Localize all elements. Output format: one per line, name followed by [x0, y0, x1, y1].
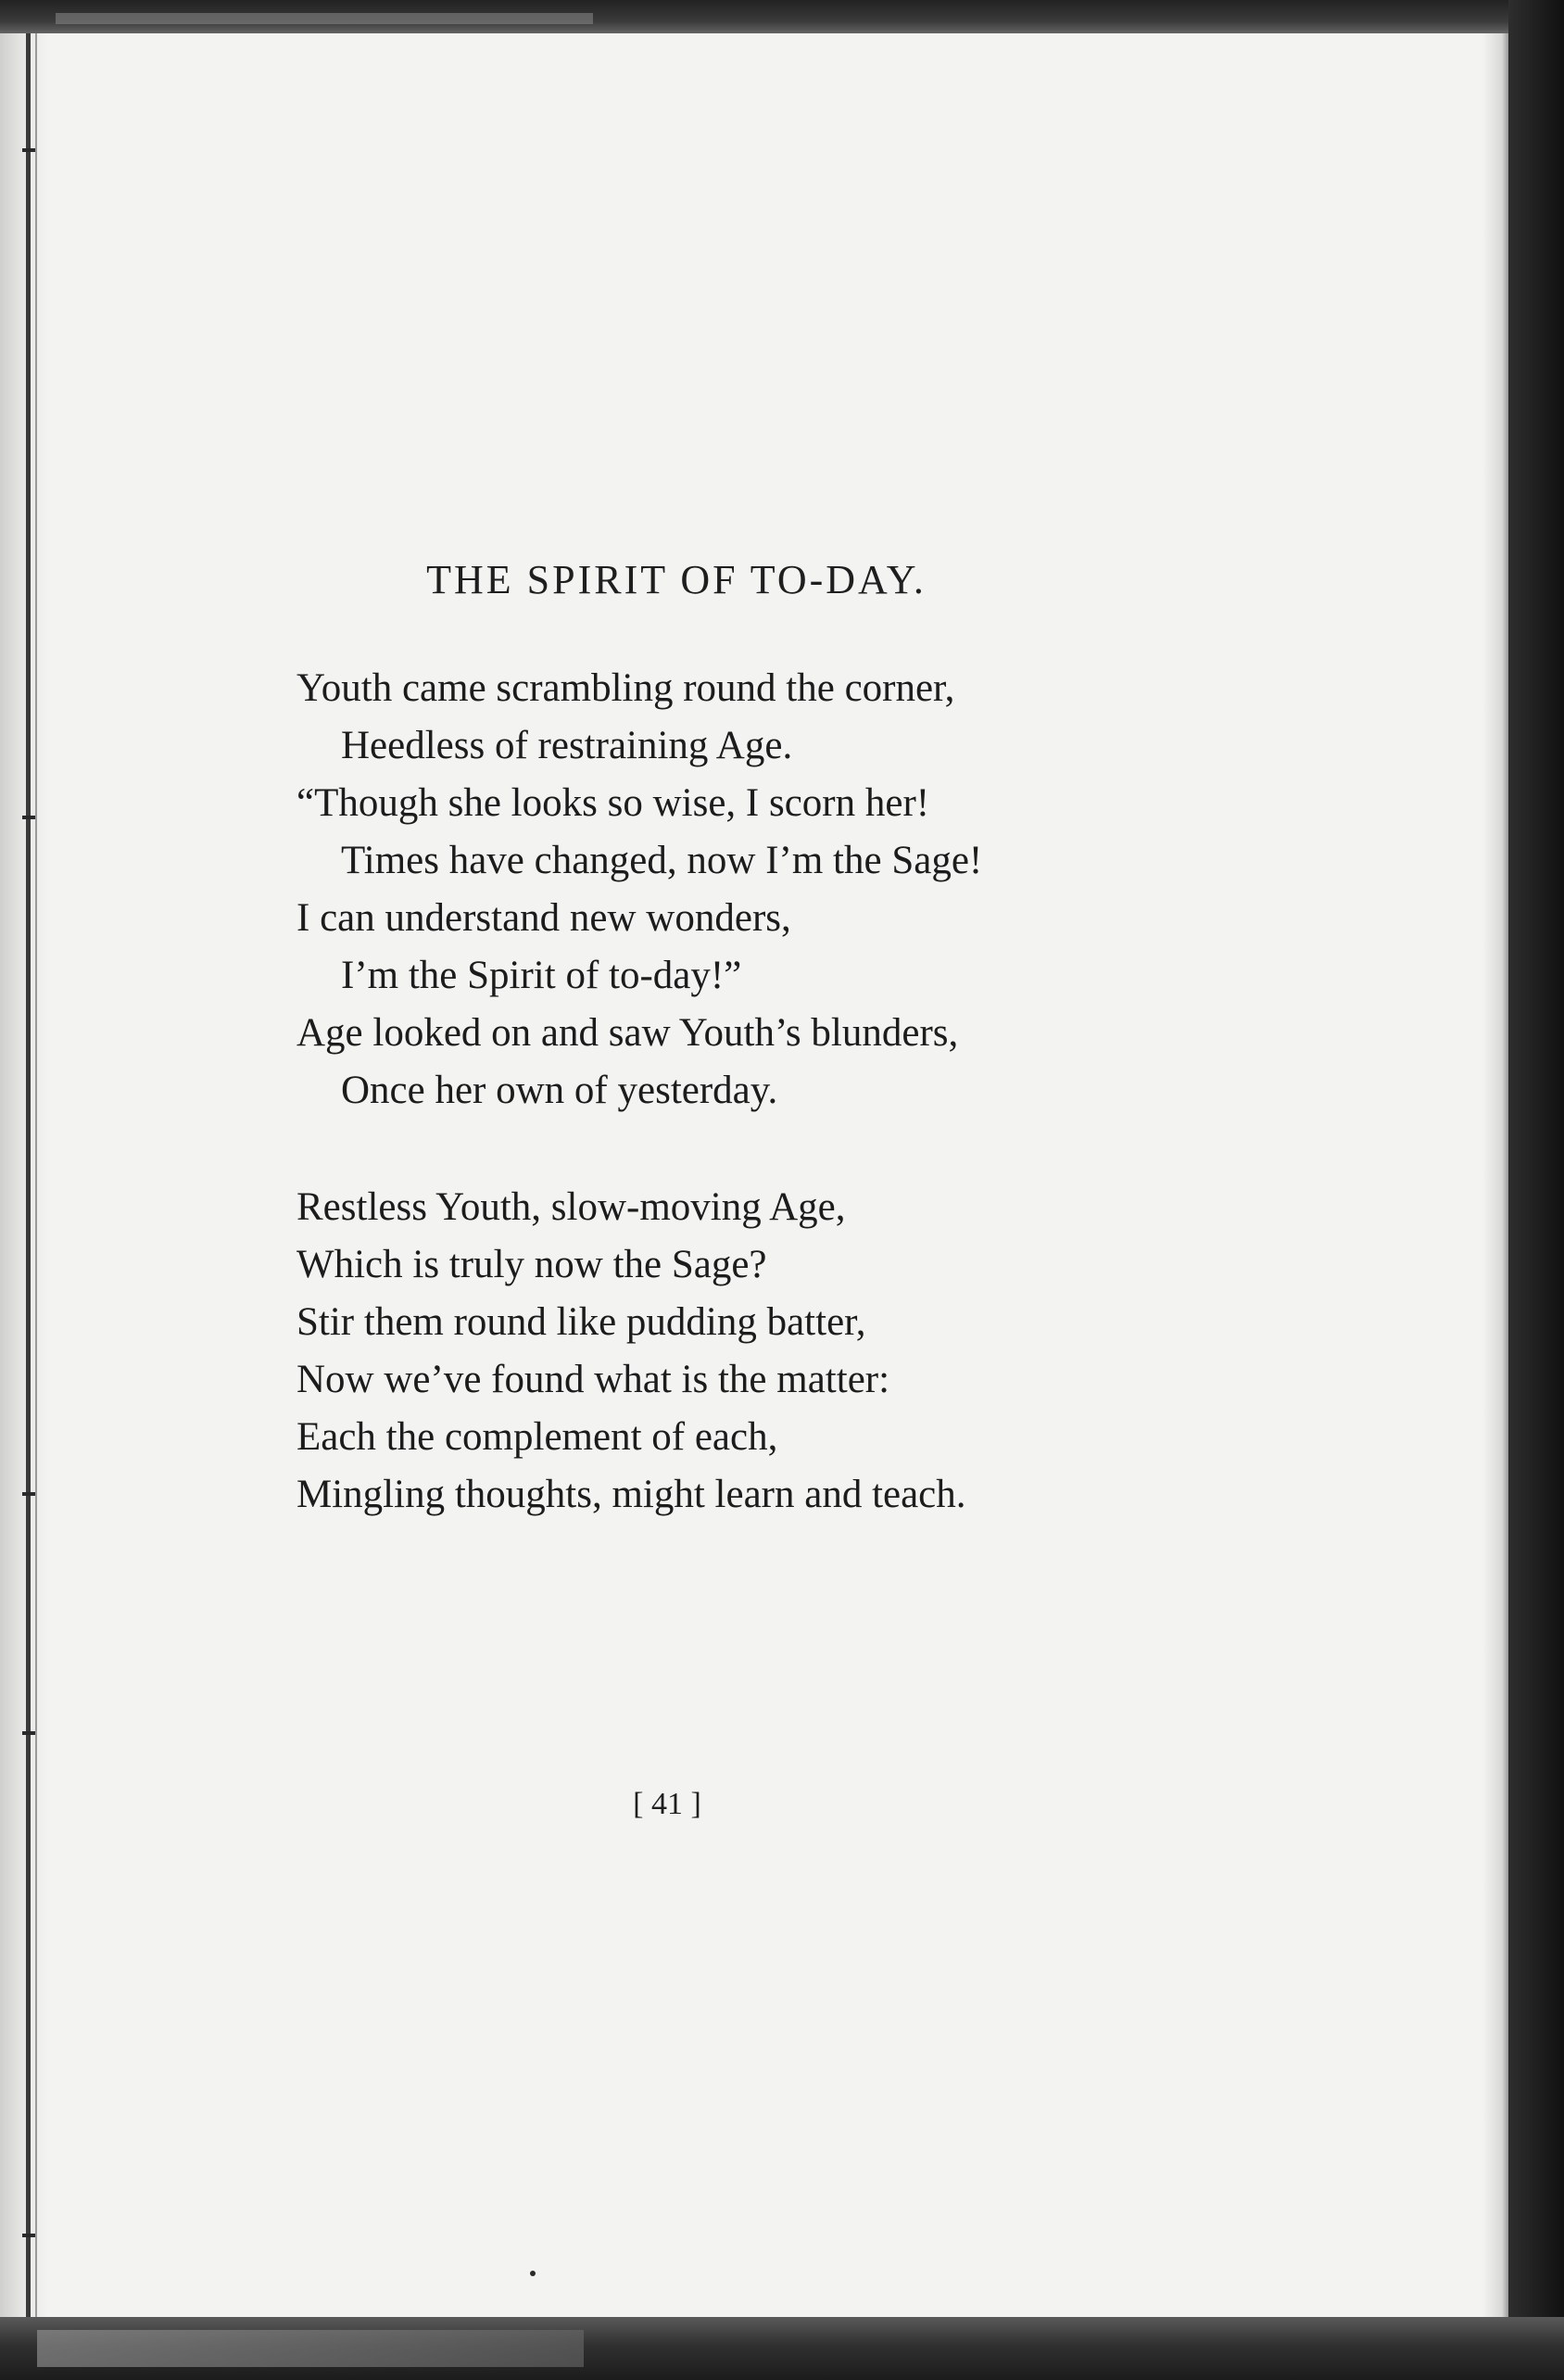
page-right-edge — [1482, 33, 1510, 2323]
stanza-2 — [296, 1179, 1223, 1524]
poem-line: Mingling thoughts, might learn and teach. — [296, 1473, 966, 1516]
scan-top-strip — [56, 13, 593, 24]
poem-line-indented: Once her own of yesterday. — [341, 1069, 778, 1112]
poem-line: Now we’ve found what is the matter: — [296, 1358, 890, 1401]
poem-line: Which is truly now the Sage? — [296, 1243, 767, 1286]
poem-line: “Though she looks so wise, I scorn her! — [296, 781, 930, 825]
poem-line: Age looked on and saw Youth’s blunders, — [296, 1011, 959, 1055]
stanza-1 — [296, 660, 1223, 1120]
poem-line: Restless Youth, slow-moving Age, — [296, 1185, 846, 1229]
poem-title: THE SPIRIT OF TO-DAY. — [426, 557, 927, 602]
binding-thread-mark — [22, 2234, 35, 2237]
ink-speck — [530, 2271, 536, 2276]
poem-line: I can understand new wonders, — [296, 896, 791, 940]
book-page — [0, 33, 1510, 2323]
page-gutter-shadow — [0, 33, 48, 2323]
binding-thread-mark — [22, 1731, 35, 1735]
poem-line-indented: Times have changed, now I’m the Sage! — [341, 839, 983, 882]
poem-line-indented: I’m the Spirit of to-day!” — [341, 954, 742, 997]
page-number: [ 41 ] — [633, 1787, 701, 1821]
binding-thread-mark — [22, 148, 35, 152]
poem-line: Stir them round like pudding batter, — [296, 1300, 866, 1344]
poem-line: Each the complement of each, — [296, 1415, 778, 1459]
binding-line-secondary — [35, 33, 37, 2323]
scan-right-edge — [1508, 0, 1564, 2380]
poem-line: Youth came scrambling round the corner, — [296, 666, 955, 710]
scan-bottom-strip — [37, 2330, 584, 2367]
binding-thread-mark — [22, 1492, 35, 1496]
poem-line-indented: Heedless of restraining Age. — [341, 724, 793, 767]
binding-thread-mark — [22, 816, 35, 819]
binding-line — [26, 33, 31, 2323]
